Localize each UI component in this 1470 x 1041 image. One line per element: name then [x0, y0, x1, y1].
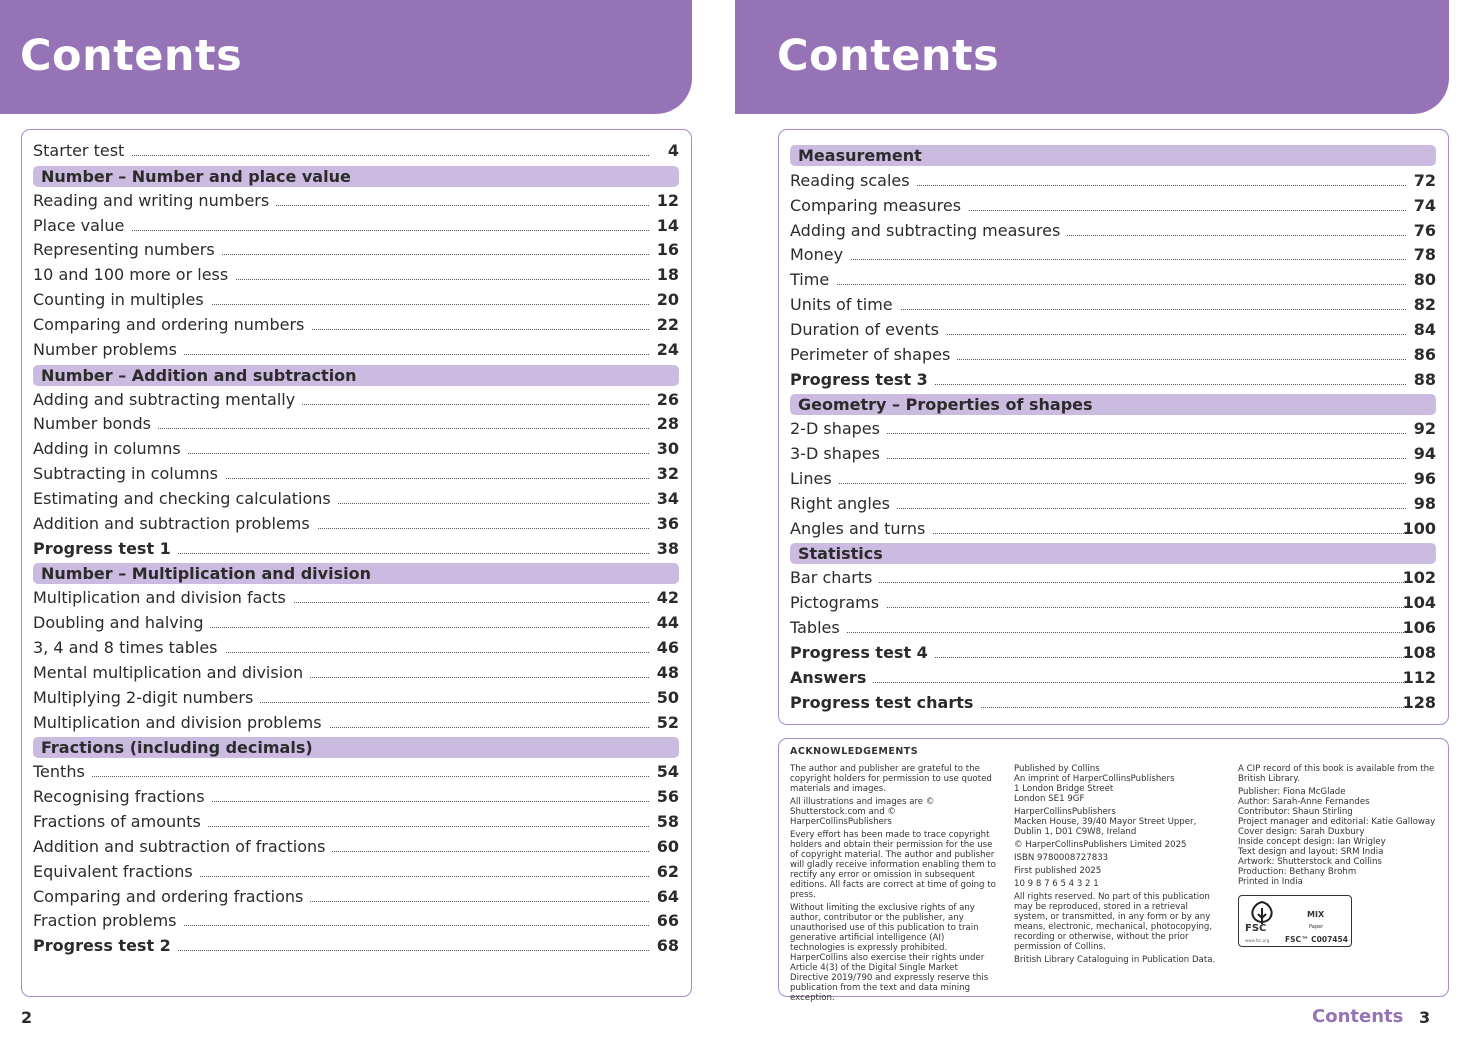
toc-entry-page: 26	[656, 389, 679, 409]
acknowledgement-paragraph: British Library Cataloguing in Publication Data.	[1014, 955, 1216, 965]
toc-entry-page: 16	[656, 240, 679, 260]
toc-entry-label: Multiplication and division facts	[33, 586, 293, 610]
toc-entry	[33, 338, 679, 362]
toc-entry-label: Tables	[790, 616, 847, 640]
toc-entry	[790, 194, 1436, 218]
toc-entry	[33, 462, 679, 486]
dot-leader	[790, 259, 1406, 260]
toc-entry-label: Fractions of amounts	[33, 810, 208, 834]
fsc-mix: MIX	[1307, 910, 1325, 919]
toc-entry-page: 56	[656, 787, 679, 807]
toc-entry-page: 94	[1413, 444, 1436, 464]
toc-entry	[790, 691, 1436, 715]
toc-entry-page: 98	[1413, 493, 1436, 513]
toc-entry-page: 102	[1402, 568, 1436, 588]
toc-entry	[790, 616, 1436, 640]
dot-leader	[790, 284, 1406, 285]
toc-entry-page: 28	[656, 414, 679, 434]
toc-entry-label: Estimating and checking calculations	[33, 487, 338, 511]
toc-entry-page: 52	[656, 712, 679, 732]
toc-entry-label: Perimeter of shapes	[790, 343, 957, 367]
toc-entry-page: 68	[656, 936, 679, 956]
toc-entry	[33, 835, 679, 859]
toc-entry-page: 12	[656, 190, 679, 210]
toc-entry-label: Addition and subtraction of fractions	[33, 835, 332, 859]
toc-entry-page: 38	[656, 538, 679, 558]
toc-entry-label: Time	[790, 268, 836, 292]
toc-entry-label: Progress test 3	[790, 368, 935, 392]
toc-entry-page: 60	[656, 836, 679, 856]
toc-entry-page: 74	[1413, 195, 1436, 215]
toc-entry-label: Multiplication and division problems	[33, 711, 329, 735]
toc-entry	[33, 214, 679, 238]
section-heading: Measurement	[790, 145, 1436, 166]
right-contents-list	[790, 130, 1436, 724]
toc-entry-page: 36	[656, 513, 679, 533]
toc-entry	[33, 512, 679, 536]
fsc-code: FSC™ C007454	[1285, 935, 1348, 944]
acknowledgement-paragraph: HarperCollinsPublishers Macken House, 39/40 Mayor Street Upper, Dublin 1, D01 C9W8, Ireland	[1014, 807, 1197, 837]
acknowledgement-paragraph: First published 2025	[1014, 866, 1102, 876]
dot-leader	[790, 483, 1406, 484]
toc-entry-label: Bar charts	[790, 566, 879, 590]
fsc-url: www.fsc.org	[1245, 938, 1270, 943]
acknowledgement-paragraph: © HarperCollinsPublishers Limited 2025	[1014, 840, 1187, 850]
toc-entry	[790, 591, 1436, 615]
toc-entry-page: 44	[656, 613, 679, 633]
toc-entry	[790, 442, 1436, 466]
toc-entry-page: 82	[1413, 295, 1436, 315]
toc-entry-label: Adding and subtracting measures	[790, 219, 1067, 243]
toc-entry	[790, 293, 1436, 317]
toc-entry	[790, 343, 1436, 367]
toc-entry-label: Duration of events	[790, 318, 946, 342]
toc-entry-label: Tenths	[33, 760, 92, 784]
toc-entry	[790, 243, 1436, 267]
toc-entry-label: Units of time	[790, 293, 900, 317]
acknowledgement-paragraph: A CIP record of this book is available from the British Library.	[1238, 764, 1435, 784]
toc-entry	[33, 785, 679, 809]
toc-entry	[33, 661, 679, 685]
toc-entry	[790, 368, 1436, 392]
toc-entry-label: Representing numbers	[33, 238, 222, 262]
toc-entry	[33, 810, 679, 834]
toc-entry	[33, 934, 679, 958]
toc-entry	[790, 566, 1436, 590]
toc-entry	[33, 189, 679, 213]
toc-entry	[33, 885, 679, 909]
toc-entry-page: 92	[1413, 419, 1436, 439]
toc-entry-page: 108	[1402, 643, 1436, 662]
toc-entry-label: Angles and turns	[790, 517, 932, 541]
toc-entry-label: Recognising fractions	[33, 785, 212, 809]
toc-entry-label: Answers	[790, 666, 873, 690]
section-heading: Fractions (including decimals)	[33, 737, 679, 758]
toc-entry-label: Adding and subtracting mentally	[33, 388, 302, 412]
fsc-paper: Paper	[1309, 924, 1324, 930]
page-title: Contents	[20, 31, 243, 81]
acknowledgement-paragraph: 10 9 8 7 6 5 4 3 2 1	[1014, 879, 1099, 889]
toc-entry-label: Starter test	[33, 139, 131, 163]
toc-entry-label: Comparing and ordering numbers	[33, 313, 311, 337]
toc-entry-page: 20	[656, 290, 679, 310]
toc-entry	[790, 169, 1436, 193]
fsc-mark: FSC	[1245, 923, 1267, 934]
footer-contents-label: Contents	[1312, 1006, 1404, 1027]
toc-entry-page: 30	[656, 439, 679, 459]
toc-entry	[33, 537, 679, 561]
acknowledgement-paragraph: Without limiting the exclusive rights of any author, contributor or the publisher, any unauthorised use of this publication to train generative artificial intelligence (AI) technologies is expressly prohibited. HarperCollins also exercise their rights under Article 4(3) of the Digital Single Market Directive 2019/790 and expressly reserve this publication from the text and data mining exception.	[790, 903, 989, 1003]
right-header-banner	[735, 0, 1449, 114]
toc-entry-label: 2-D shapes	[790, 417, 887, 441]
toc-entry-label: Reading and writing numbers	[33, 189, 276, 213]
acknowledgements-column-2	[1014, 764, 1218, 968]
acknowledgements-column-3	[1238, 764, 1444, 890]
toc-entry-page: 22	[656, 314, 679, 334]
toc-entry	[33, 860, 679, 884]
acknowledgements-heading: ACKNOWLEDGEMENTS	[790, 746, 919, 757]
toc-entry-label: Number bonds	[33, 412, 158, 436]
toc-entry-label: Equivalent fractions	[33, 860, 200, 884]
toc-entry	[33, 139, 679, 163]
toc-entry-label: 3, 4 and 8 times tables	[33, 636, 225, 660]
toc-entry	[33, 686, 679, 710]
toc-entry-label: Reading scales	[790, 169, 917, 193]
dot-leader	[790, 682, 1406, 683]
toc-entry-label: Right angles	[790, 492, 897, 516]
toc-entry-page: 46	[656, 638, 679, 657]
acknowledgement-paragraph: Publisher: Fiona McGlade Author: Sarah-Anne Fernandes Contributor: Shaun Stirling Project manager and editorial: Katie Galloway Cover design: Sarah Duxbury Inside concept design: Ian Wrigley Text design and layout: SRM India Artwork: Shutterstock and Collins Production: Bethany Brohm Printed in India	[1238, 787, 1436, 887]
toc-entry-page: 72	[1413, 170, 1436, 190]
section-heading: Number – Multiplication and division	[33, 563, 679, 584]
toc-entry	[33, 238, 679, 262]
acknowledgement-paragraph: Every effort has been made to trace copyright holders and obtain their permission for the use of copyright material. The author and publisher will gladly receive information enabling them to rectify any error or omission in subsequent editions. All facts are correct at time of going to press.	[790, 830, 996, 900]
toc-entry	[33, 412, 679, 436]
left-contents-box	[21, 129, 692, 997]
toc-entry-page: 104	[1402, 593, 1436, 613]
dot-leader	[790, 632, 1406, 633]
toc-entry-label: Lines	[790, 467, 839, 491]
toc-entry	[33, 636, 679, 660]
toc-entry-label: 3-D shapes	[790, 442, 887, 466]
toc-entry-page: 32	[656, 464, 679, 484]
toc-entry	[790, 318, 1436, 342]
toc-entry-page: 54	[656, 762, 679, 782]
toc-entry-page: 80	[1413, 270, 1436, 290]
toc-entry-page: 48	[656, 662, 679, 682]
toc-entry	[790, 666, 1436, 690]
toc-entry-page: 14	[656, 215, 679, 235]
toc-entry-page: 88	[1413, 369, 1436, 389]
toc-entry-page: 86	[1413, 344, 1436, 364]
section-heading: Number – Number and place value	[33, 166, 679, 187]
toc-entry-page: 18	[656, 265, 679, 285]
toc-entry	[33, 263, 679, 287]
section-heading: Geometry – Properties of shapes	[790, 394, 1436, 415]
toc-entry-page: 50	[656, 687, 679, 707]
toc-entry	[33, 288, 679, 312]
section-heading: Number – Addition and subtraction	[33, 365, 679, 386]
toc-entry-page: 96	[1413, 469, 1436, 489]
left-contents-list	[33, 130, 679, 996]
acknowledgements-column-1	[790, 764, 996, 1006]
toc-entry-page: 106	[1402, 618, 1436, 638]
toc-entry	[33, 313, 679, 337]
toc-entry-page: 84	[1413, 319, 1436, 339]
toc-entry-label: Money	[790, 243, 850, 267]
toc-entry-page: 78	[1413, 245, 1436, 265]
toc-entry	[33, 909, 679, 933]
right-contents-box	[778, 129, 1449, 725]
toc-entry-page: 64	[656, 886, 679, 906]
toc-entry	[790, 417, 1436, 441]
toc-entry	[33, 611, 679, 635]
toc-entry	[33, 437, 679, 461]
toc-entry-page: 112	[1402, 667, 1436, 687]
page-number-left: 2	[21, 1008, 33, 1027]
toc-entry-label: Progress test 1	[33, 537, 178, 561]
acknowledgement-paragraph: ISBN 9780008727833	[1014, 853, 1109, 863]
toc-entry-label: Progress test 4	[790, 641, 935, 665]
acknowledgement-paragraph: All rights reserved. No part of this publication may be reproduced, stored in a retrieval system, or transmitted, in any form or by any means, electronic, mechanical, photocopying, recording or otherwise, without the prior permission of Collins.	[1014, 892, 1213, 952]
toc-entry	[790, 517, 1436, 541]
toc-entry-label: Fraction problems	[33, 909, 184, 933]
toc-entry-page: 58	[656, 811, 679, 831]
toc-entry	[790, 219, 1436, 243]
toc-entry-page: 24	[656, 339, 679, 359]
toc-entry-page: 128	[1402, 692, 1436, 712]
dot-leader	[33, 776, 649, 777]
toc-entry-page: 42	[656, 588, 679, 608]
acknowledgement-paragraph: All illustrations and images are © Shutterstock.com and © HarperCollinsPublishers	[790, 797, 935, 827]
toc-entry-label: 10 and 100 more or less	[33, 263, 235, 287]
dot-leader	[790, 582, 1406, 583]
page-number-right: 3	[1419, 1008, 1431, 1027]
toc-entry	[790, 492, 1436, 516]
toc-entry-label: Number problems	[33, 338, 184, 362]
toc-entry-label: Mental multiplication and division	[33, 661, 310, 685]
toc-entry-label: Progress test 2	[33, 934, 178, 958]
toc-entry-label: Doubling and halving	[33, 611, 210, 635]
toc-entry-page: 4	[667, 141, 679, 160]
toc-entry-page: 100	[1402, 518, 1436, 538]
acknowledgement-paragraph: Published by Collins An imprint of HarperCollinsPublishers 1 London Bridge Street London SE1 9GF	[1014, 764, 1175, 804]
toc-entry-label: Comparing measures	[790, 194, 968, 218]
left-header-banner	[0, 0, 692, 114]
toc-entry-page: 34	[656, 488, 679, 508]
toc-entry-label: Place value	[33, 214, 131, 238]
toc-entry	[790, 268, 1436, 292]
toc-entry-label: Subtracting in columns	[33, 462, 225, 486]
toc-entry	[33, 487, 679, 511]
toc-entry	[790, 467, 1436, 491]
toc-entry-label: Addition and subtraction problems	[33, 512, 317, 536]
toc-entry	[33, 711, 679, 735]
toc-entry	[33, 586, 679, 610]
acknowledgements-box	[778, 738, 1449, 1003]
toc-entry-page: 66	[656, 911, 679, 931]
toc-entry	[33, 760, 679, 784]
acknowledgement-paragraph: The author and publisher are grateful to the copyright holders for permission to use quoted materials and images.	[790, 764, 992, 794]
toc-entry-label: Counting in multiples	[33, 288, 211, 312]
section-heading: Statistics	[790, 543, 1436, 564]
toc-entry-page: 62	[656, 861, 679, 881]
toc-entry	[790, 641, 1436, 665]
fsc-logo	[1238, 895, 1352, 947]
toc-entry-label: Progress test charts	[790, 691, 980, 715]
toc-entry-page: 76	[1413, 220, 1436, 240]
page-title: Contents	[777, 31, 1000, 81]
toc-entry	[33, 388, 679, 412]
toc-entry-label: Comparing and ordering fractions	[33, 885, 310, 909]
toc-entry-label: Pictograms	[790, 591, 886, 615]
toc-entry-label: Adding in columns	[33, 437, 188, 461]
toc-entry-label: Multiplying 2-digit numbers	[33, 686, 260, 710]
